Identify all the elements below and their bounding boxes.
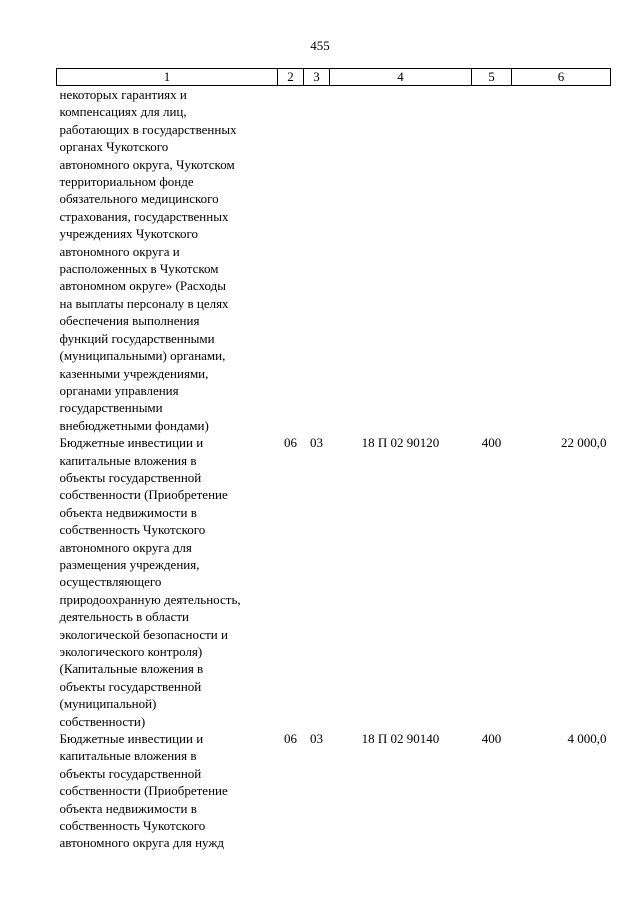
row-section: 06 — [284, 731, 297, 747]
table-row — [57, 434, 611, 730]
row-amount — [512, 86, 611, 435]
table-header-row — [57, 69, 611, 86]
row-subsection: 03 — [310, 435, 323, 451]
table-row — [57, 86, 611, 435]
header-col-6: 6 — [512, 69, 611, 86]
row-target: 18 П 02 90120 — [361, 435, 440, 451]
row-subsection — [304, 86, 330, 435]
page-number: 455 — [310, 38, 330, 53]
header-col-3: 3 — [304, 69, 330, 86]
budget-table — [56, 68, 611, 852]
row-type: 400 — [481, 435, 502, 451]
row-section: 06 — [284, 435, 297, 451]
row-target — [330, 86, 472, 435]
row-name: некоторых гарантиях и компенсациях для лиц, работающих в государственных органах Чукотского автономного округа, Чукотском территориальном фонде обязательного медицинского страхования, государственных учреждениях Чукотского автономного округа и расположенных в Чукотском автономном округе» (Расходы на выплаты персоналу в целях обеспечения выполнения функций государственными (муниципальными) органами, казенными учреждениями, органами управления государственными внебюджетными фондами) — [59, 87, 237, 433]
row-name: Бюджетные инвестиции и капитальные вложения в объекты государственной собственности (Приобретение объекта недвижимости в собственность Чукотского автономного округа для размещения учреждения, осуществляющего природоохранную деятельность, деятельность в области экологической безопасности и экологического контроля) (Капитальные вложения в объекты государственной (муниципальной) собственности) — [59, 435, 241, 729]
header-col-1: 1 — [57, 69, 278, 86]
row-subsection: 03 — [310, 731, 323, 747]
row-amount: 22 000,0 — [561, 435, 607, 451]
table-row — [57, 730, 611, 852]
row-type — [472, 86, 512, 435]
row-target: 18 П 02 90140 — [361, 731, 440, 747]
header-col-5: 5 — [472, 69, 512, 86]
row-amount: 4 000,0 — [567, 731, 607, 747]
row-name: Бюджетные инвестиции и капитальные вложения в объекты государственной собственности (Приобретение объекта недвижимости в собственность Чукотского автономного округа для нужд — [59, 731, 228, 851]
row-type: 400 — [481, 731, 502, 747]
header-col-4: 4 — [330, 69, 472, 86]
row-section — [278, 86, 304, 435]
header-col-2: 2 — [278, 69, 304, 86]
